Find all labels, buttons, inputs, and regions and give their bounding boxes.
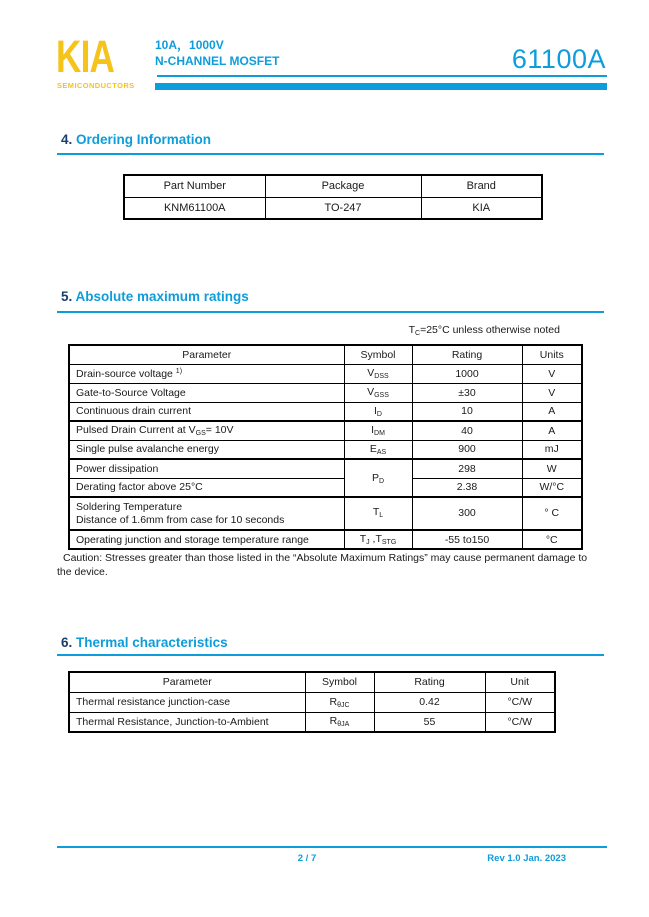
cell-unit: mJ	[522, 440, 582, 459]
column-header-rating: Rating	[412, 345, 522, 364]
cell-symbol	[344, 421, 412, 440]
cell-parameter: Derating factor above 25°C	[69, 478, 344, 497]
footnote-ref: 1)	[175, 367, 183, 375]
symbol-base: T	[375, 533, 382, 545]
product-type-line: N-CHANNEL MOSFET	[155, 54, 280, 68]
cell-rating: -55 to150	[412, 530, 522, 549]
cell-parameter: Continuous drain current	[69, 402, 344, 421]
symbol-base: I	[371, 424, 375, 437]
cell-parameter: Operating junction and storage temperature range	[69, 530, 344, 549]
cell-parameter	[69, 497, 344, 530]
symbol-separator: ,	[369, 533, 376, 545]
column-header-rating: Rating	[374, 672, 485, 692]
note-text: =25°C unless otherwise noted	[420, 324, 560, 336]
parameter-text: Pulsed Drain Current at V	[76, 424, 196, 437]
cell-parameter: Power dissipation	[69, 459, 344, 478]
footer-rule	[57, 846, 607, 848]
cell-symbol	[344, 364, 412, 383]
parameter-line1: Soldering Temperature	[76, 500, 183, 513]
parameter-text: = 10V	[205, 424, 234, 437]
cell-brand: KIA	[421, 197, 542, 219]
table-row-vdss	[69, 364, 582, 383]
section-number: 4.	[61, 132, 73, 147]
header-rule-thick	[155, 83, 607, 90]
symbol-sub: DSS	[374, 373, 389, 380]
column-header-part-number: Part Number	[124, 175, 265, 197]
cell-unit: V	[522, 364, 582, 383]
table-row-idm	[69, 421, 582, 440]
note-symbol: T	[408, 324, 416, 336]
test-condition-note	[409, 324, 560, 337]
symbol-sub: D	[378, 477, 385, 485]
parameter-text: Drain-source voltage	[76, 367, 176, 380]
symbol-sub: STG	[381, 539, 397, 546]
part-number-title: 61100A	[511, 44, 606, 74]
cell-parameter	[69, 364, 344, 383]
parameter-sub: GS	[195, 430, 206, 438]
symbol-base: T	[372, 505, 380, 518]
section-number: 5.	[61, 289, 73, 304]
section-title: Thermal characteristics	[76, 635, 228, 650]
table-header-row	[69, 672, 555, 692]
table-header-row	[124, 175, 542, 197]
symbol-base: T	[359, 533, 367, 545]
section-absmax-rule	[57, 311, 604, 313]
symbol-sub: θJA	[337, 721, 350, 729]
cell-unit: °C/W	[485, 692, 555, 712]
cell-rating: 2.38	[412, 478, 522, 497]
table-row-derating	[69, 478, 582, 497]
cell-rating: 900	[412, 440, 522, 459]
column-header-symbol: Symbol	[305, 672, 374, 692]
cell-symbol	[344, 383, 412, 402]
section-title: Ordering Information	[76, 132, 212, 147]
table-row-id	[69, 402, 582, 421]
symbol-sub: J	[366, 539, 370, 546]
cell-unit: W	[522, 459, 582, 478]
symbol-base: R	[329, 695, 338, 708]
cell-rating: 55	[374, 712, 485, 732]
table-row-soldering	[69, 497, 582, 530]
page-number: 2 / 7	[297, 853, 317, 864]
symbol-sub: AS	[376, 448, 387, 456]
table-header-row	[69, 345, 582, 364]
cell-unit: A	[522, 402, 582, 421]
symbol-base: V	[367, 386, 375, 398]
section-number: 6.	[61, 635, 73, 650]
cell-unit: °C	[522, 530, 582, 549]
symbol-sub: L	[379, 511, 384, 519]
cell-parameter	[69, 421, 344, 440]
table-row-vgss	[69, 383, 582, 402]
cell-rating: 298	[412, 459, 522, 478]
column-header-parameter: Parameter	[69, 672, 305, 692]
cell-symbol	[344, 440, 412, 459]
section-title: Absolute maximum ratings	[75, 289, 249, 304]
symbol-sub: DM	[374, 430, 385, 438]
column-header-symbol: Symbol	[344, 345, 412, 364]
cell-symbol	[305, 692, 374, 712]
cell-symbol	[344, 402, 412, 421]
symbol-base: V	[367, 367, 375, 379]
section-absmax-heading	[61, 289, 249, 304]
column-header-brand: Brand	[421, 175, 542, 197]
header-rule-thin	[157, 75, 607, 77]
note-symbol-sub: C	[415, 330, 421, 337]
symbol-sub: θJC	[337, 701, 350, 709]
section-thermal-rule	[57, 654, 604, 656]
cell-parameter: Thermal resistance junction-case	[69, 692, 305, 712]
column-header-parameter: Parameter	[69, 345, 344, 364]
cell-part-number: KNM61100A	[124, 197, 265, 219]
column-header-package: Package	[265, 175, 421, 197]
symbol-sub: D	[376, 410, 382, 418]
cell-symbol	[344, 497, 412, 530]
parameter-line2: Distance of 1.6mm from case for 10 seconds	[76, 513, 285, 526]
table-row-rthjc	[69, 692, 555, 712]
product-summary	[155, 37, 279, 69]
cell-symbol	[344, 530, 412, 549]
cell-symbol-merged	[344, 459, 412, 497]
table-row-eas	[69, 440, 582, 459]
symbol-sub: GSS	[374, 392, 389, 399]
column-header-unit: Unit	[485, 672, 555, 692]
product-rating-line: 10A，1000V	[155, 38, 224, 52]
cell-unit: °C/W	[485, 712, 555, 732]
cell-rating: 0.42	[374, 692, 485, 712]
cell-parameter: Single pulse avalanche energy	[69, 440, 344, 459]
symbol-base: I	[374, 404, 377, 417]
cell-rating: 1000	[412, 364, 522, 383]
cell-rating: 300	[412, 497, 522, 530]
cell-unit: A	[522, 421, 582, 440]
table-row-rthja	[69, 712, 555, 732]
kia-logo: KIA	[56, 31, 115, 82]
caution-text: Caution: Stresses greater than those listed in the “Absolute Maximum Ratings” may cause permanent damage to the device.	[57, 552, 588, 578]
symbol-base: P	[371, 471, 379, 484]
section-thermal-heading	[61, 635, 228, 650]
cell-parameter: Thermal Resistance, Junction-to-Ambient	[69, 712, 305, 732]
cell-unit: W/°C	[522, 478, 582, 497]
cell-rating: ±30	[412, 383, 522, 402]
table-row-pd	[69, 459, 582, 478]
thermal-characteristics-table	[68, 671, 556, 733]
cell-rating: 10	[412, 402, 522, 421]
cell-package: TO-247	[265, 197, 421, 219]
symbol-base: R	[329, 715, 338, 728]
absolute-maximum-ratings-table	[68, 344, 583, 550]
symbol-base: E	[369, 442, 377, 455]
cell-parameter: Gate-to-Source Voltage	[69, 383, 344, 402]
revision-label: Rev 1.0 Jan. 2023	[487, 853, 566, 864]
column-header-units: Units	[522, 345, 582, 364]
cell-rating: 40	[412, 421, 522, 440]
cell-unit: ° C	[522, 497, 582, 530]
kia-logo-subtext: SEMICONDUCTORS	[57, 81, 135, 90]
cell-unit: V	[522, 383, 582, 402]
section-ordering-heading	[61, 132, 211, 147]
cell-symbol	[305, 712, 374, 732]
table-row-tj-tstg	[69, 530, 582, 549]
ordering-information-table	[123, 174, 543, 220]
section-ordering-rule	[57, 153, 604, 155]
table-row	[124, 197, 542, 219]
